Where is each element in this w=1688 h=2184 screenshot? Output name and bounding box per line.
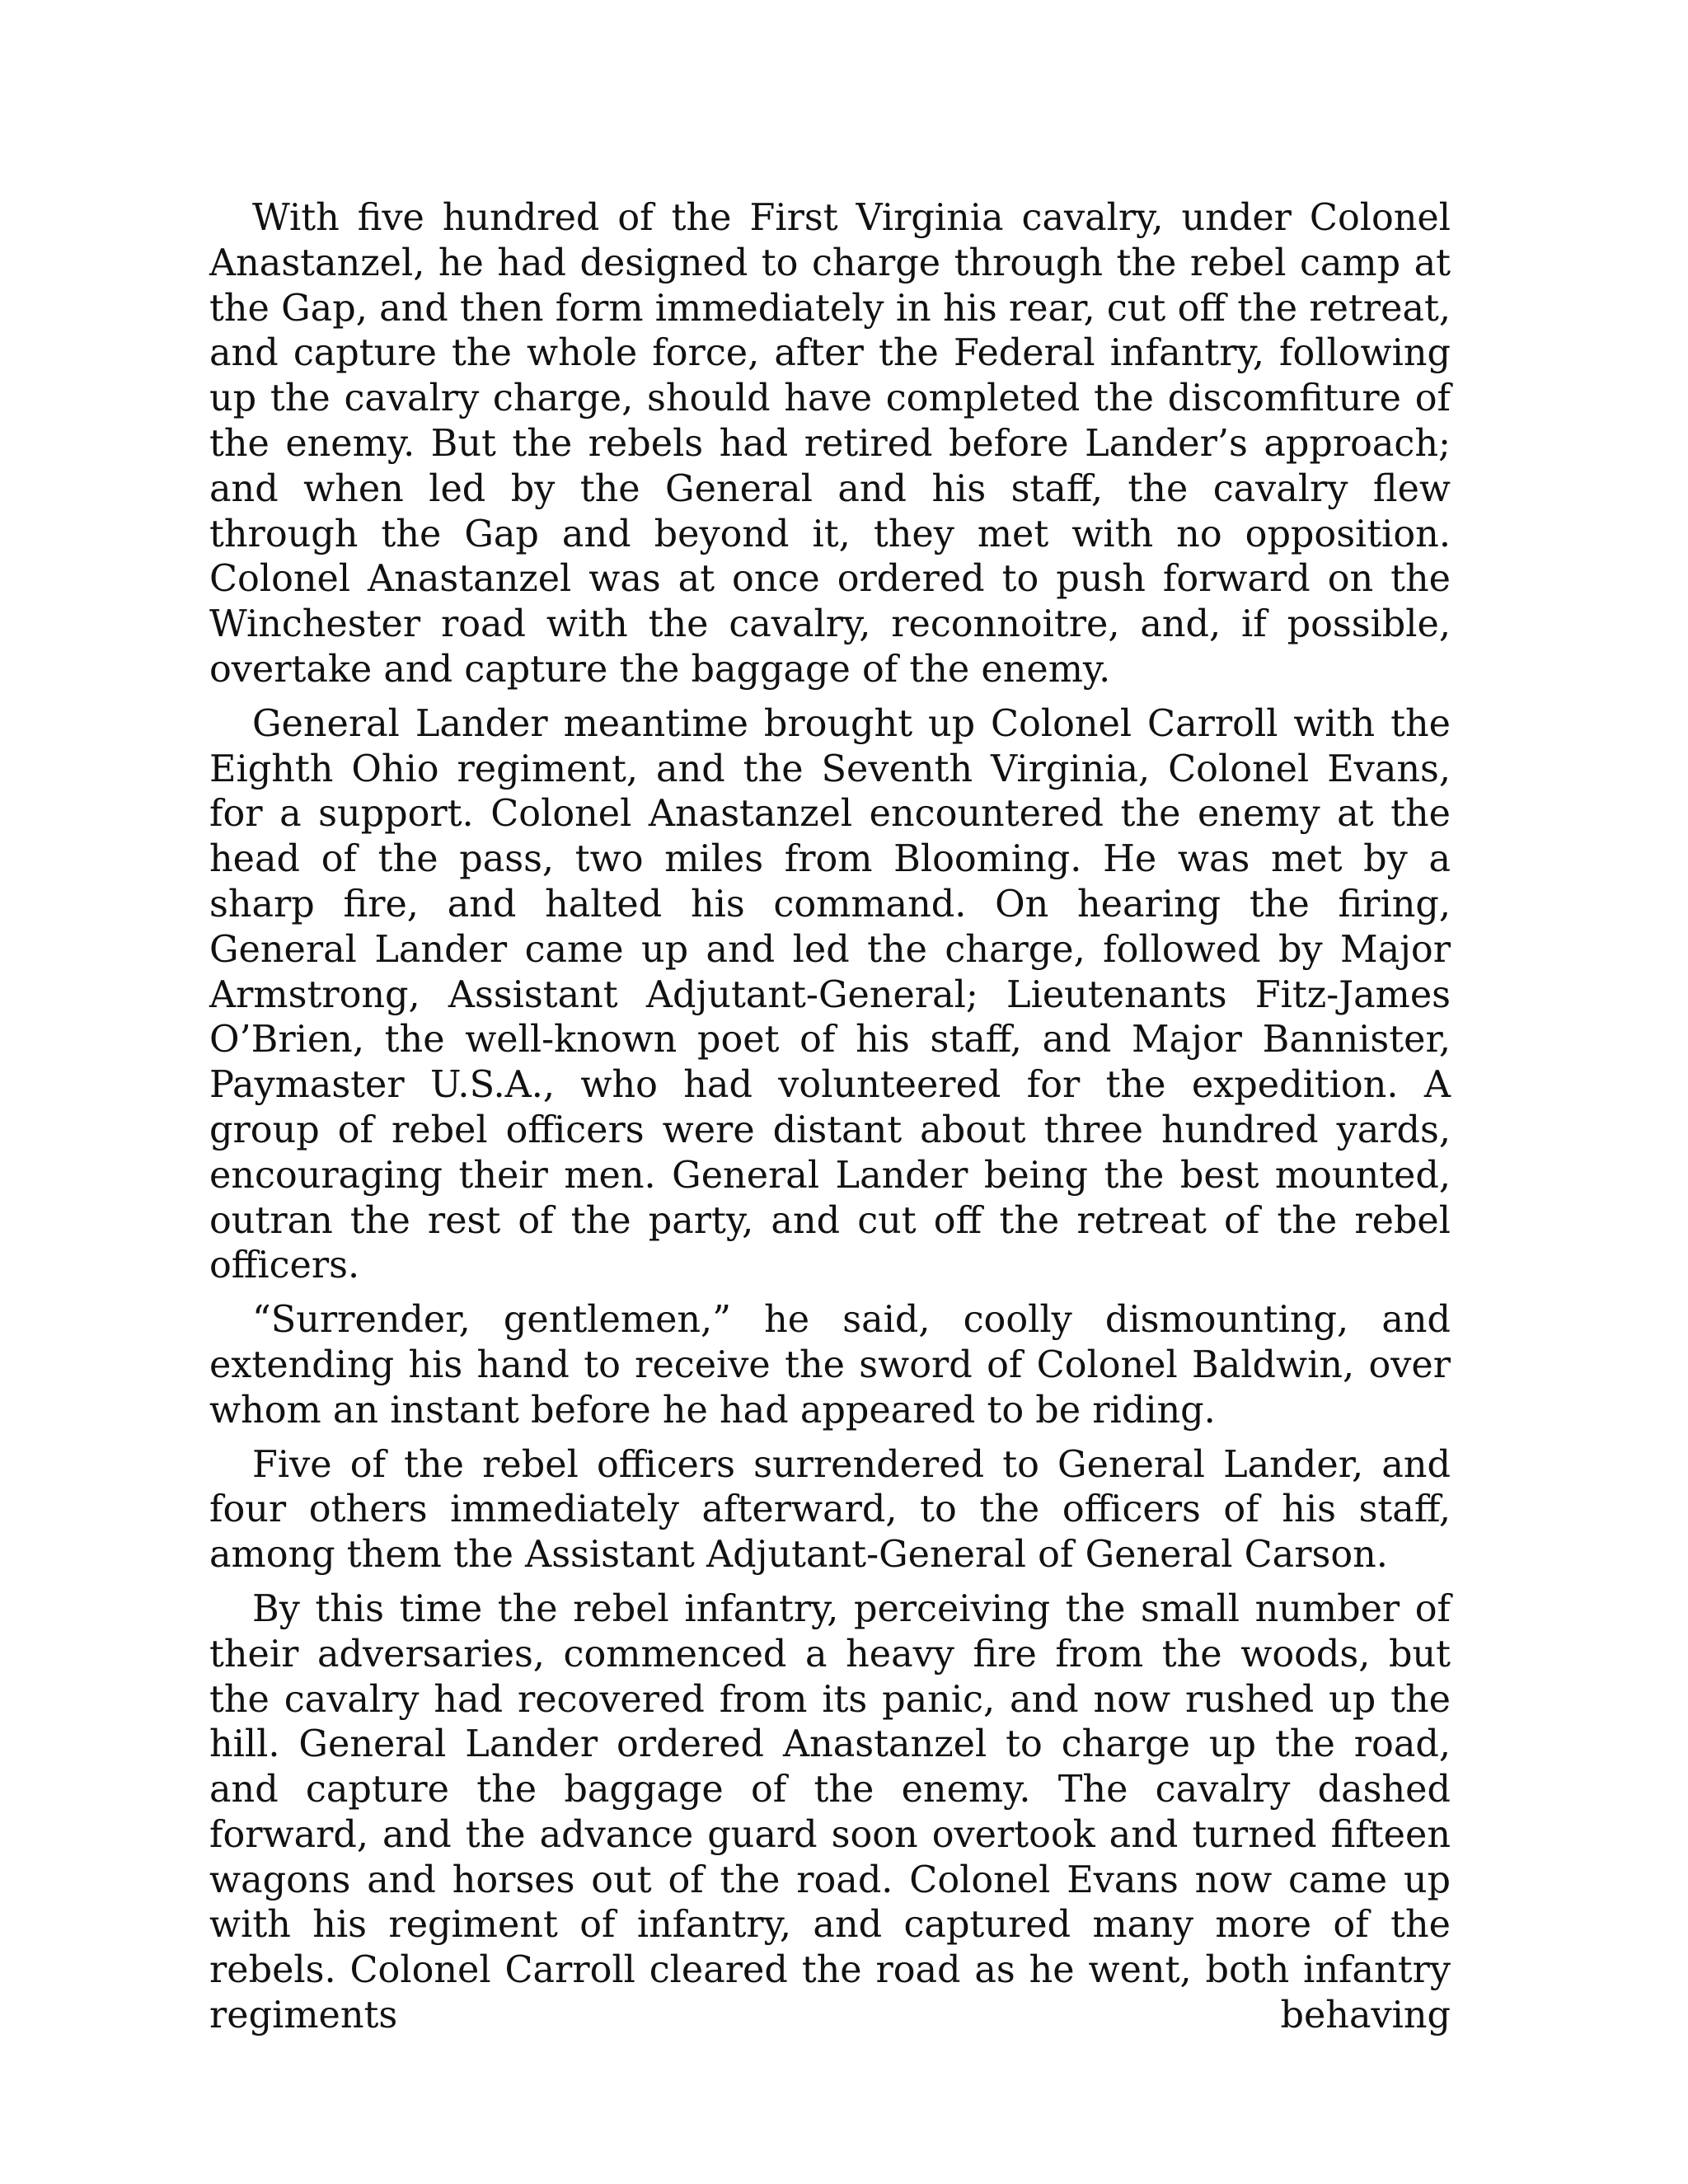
- paragraph-surrender-quote: “Surrender, gentlemen,” he said, coolly dismounting, and extending his hand to receive the sword of Colonel Baldwin, over whom an instant before he had appeared to be riding.: [209, 1299, 1451, 1432]
- body-text: [209, 196, 1451, 2048]
- paragraph-cavalry-charge: With five hundred of the First Virginia cavalry, under Colonel Anastanzel, he had designed to charge through the rebel camp at the Gap, and then form immediately in his rear, cut off the retreat, and capture the whole force, after the Federal infantry, following up the cavalry charge, should have completed the discomfiture of the enemy. But the rebels had retired before Lander’s approach; and when led by the General and his staff, the cavalry flew through the Gap and beyond it, they met with no opposition. Colonel Anastanzel was at once ordered to push forward on the Winchester road with the cavalry, reconnoitre, and, if possible, overtake and capture the baggage of the enemy.: [209, 197, 1451, 691]
- paragraph-officers-surrender: Five of the rebel officers surrendered to General Lander, and four others immediately afterward, to the officers of his staff, among them the Assistant Adjutant-General of General Carson.: [209, 1443, 1451, 1577]
- paragraph-rebel-infantry: By this time the rebel infantry, perceiving the small number of their adversaries, commenced a heavy fire from the woods, but the cavalry had recovered from its panic, and now rushed up the hill. General Lander ordered Anastanzel to charge up the road, and capture the baggage of the enemy. The cavalry dashed forward, and the advance guard soon overtook and turned fifteen wagons and horses out of the road. Colonel Evans now came up with his regiment of infantry, and captured many more of the rebels. Colonel Carroll cleared the road as he went, both infantry regiments behaving: [209, 1587, 1451, 2037]
- paragraph-lander-support: General Lander meantime brought up Colonel Carroll with the Eighth Ohio regiment, and the Seventh Virginia, Colonel Evans, for a support. Colonel Anastanzel encountered the enemy at the head of the pass, two miles from Blooming. He was met by a sharp fire, and halted his command. On hearing the firing, General Lander came up and led the charge, followed by Major Armstrong, Assistant Adjutant-General; Lieutenants Fitz-James O’Brien, the well-known poet of his staff, and Major Bannister, Paymaster U.S.A., who had volunteered for the expedition. A group of rebel officers were distant about three hundred yards, encouraging their men. General Lander being the best mounted, outran the rest of the party, and cut off the retreat of the rebel officers.: [209, 702, 1451, 1287]
